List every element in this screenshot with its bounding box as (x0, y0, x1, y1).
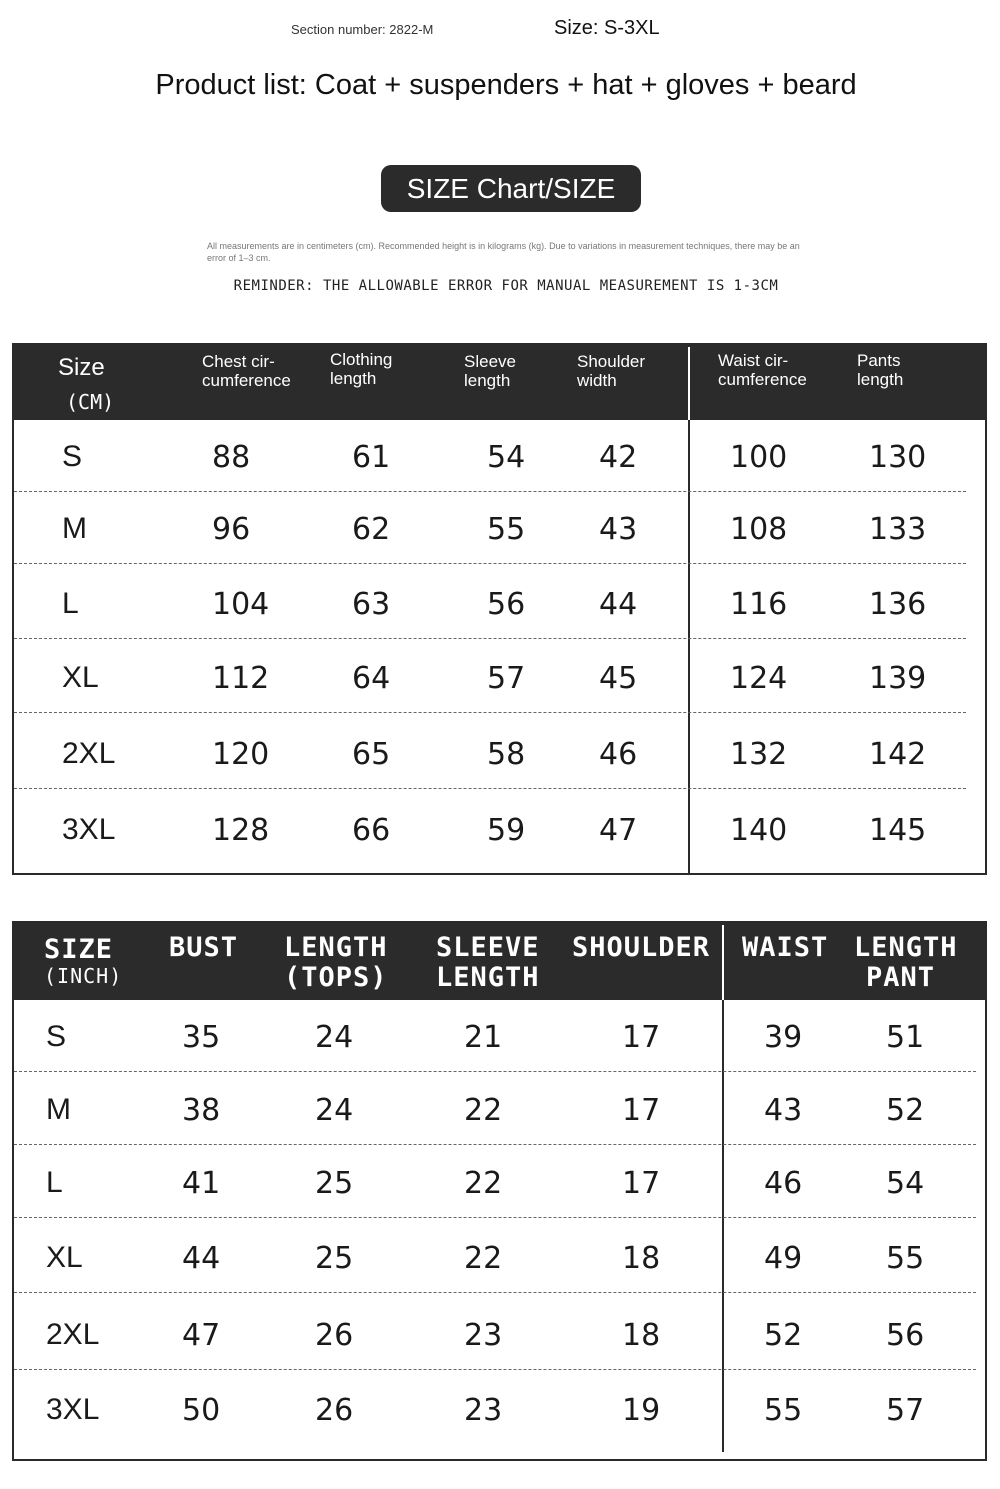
header-size: SIZE (INCH) (44, 934, 123, 988)
size-label-cell: XL (46, 1241, 83, 1274)
size-label-cell: M (62, 512, 87, 545)
measurement-cell: 96 (212, 512, 251, 547)
header-waist: WAIST (742, 932, 829, 963)
measurement-cell: 128 (212, 813, 270, 848)
measurement-cell: 23 (464, 1393, 503, 1428)
measurement-cell: 140 (730, 813, 788, 848)
table-header-inch (14, 923, 985, 1000)
measurement-cell: 66 (352, 813, 391, 848)
header-pants-length: Pants length (857, 351, 904, 389)
table-row (14, 1298, 985, 1373)
row-divider (14, 1071, 976, 1072)
measurement-cell: 55 (764, 1393, 803, 1428)
measurement-cell: 52 (764, 1318, 803, 1353)
table-row (14, 641, 985, 716)
measurement-cell: 17 (622, 1020, 661, 1055)
row-divider (14, 1217, 976, 1218)
measurement-cell: 124 (730, 661, 788, 696)
measurement-cell: 50 (182, 1393, 221, 1428)
measurement-cell: 22 (464, 1093, 503, 1128)
measurement-cell: 120 (212, 737, 270, 772)
size-range: Size: S-3XL (554, 17, 660, 39)
row-divider (14, 788, 966, 789)
table-row (14, 1373, 985, 1448)
header-bust: BUST (169, 932, 239, 963)
size-table-cm (12, 343, 987, 875)
table-header-cm (14, 345, 985, 420)
size-label-cell: M (46, 1093, 71, 1126)
measurement-cell: 21 (464, 1020, 503, 1055)
measurement-cell: 133 (869, 512, 927, 547)
header-chest: Chest cir- cumference (202, 352, 291, 390)
header-sleeve-length: Sleeve length (464, 352, 516, 390)
measurement-cell: 62 (352, 512, 391, 547)
measurement-cell: 26 (315, 1318, 354, 1353)
reminder-note: REMINDER: THE ALLOWABLE ERROR FOR MANUAL MEASUREMENT IS 1-3CM (233, 278, 779, 294)
measurement-cell: 19 (622, 1393, 661, 1428)
header-waist: Waist cir- cumference (718, 351, 807, 389)
measurement-cell: 65 (352, 737, 391, 772)
size-table-inch (12, 921, 987, 1461)
table-row (14, 1073, 985, 1148)
measurement-cell: 25 (315, 1241, 354, 1276)
table-row (14, 717, 985, 792)
measurement-cell: 35 (182, 1020, 221, 1055)
measurement-cell: 44 (599, 587, 638, 622)
measurement-cell: 56 (886, 1318, 925, 1353)
header-sleeve-length: SLEEVE LENGTH (436, 932, 540, 993)
measurement-cell: 132 (730, 737, 788, 772)
measurement-cell: 47 (599, 813, 638, 848)
measurement-cell: 54 (487, 440, 526, 475)
measurement-cell: 25 (315, 1166, 354, 1201)
measurement-cell: 112 (212, 661, 270, 696)
measurement-cell: 44 (182, 1241, 221, 1276)
size-label-cell: S (46, 1020, 67, 1053)
table-row (14, 1000, 985, 1075)
header-divider (722, 925, 724, 1000)
measurement-cell: 55 (886, 1241, 925, 1276)
table-row (14, 793, 985, 868)
measurement-cell: 45 (599, 661, 638, 696)
header-size: Size (58, 354, 105, 381)
measurement-note: All measurements are in centimeters (cm). Recommended height is in kilograms (kg). Due to variations in measurement techniques, there may be an error of 1–3 cm. (207, 241, 800, 263)
header-shoulder: SHOULDER (572, 932, 711, 963)
header-clothing-length: Clothing length (330, 350, 393, 388)
measurement-cell: 136 (869, 587, 927, 622)
table-row (14, 1221, 985, 1296)
measurement-cell: 23 (464, 1318, 503, 1353)
size-label-cell: L (62, 587, 79, 620)
row-divider (14, 1369, 976, 1370)
measurement-cell: 145 (869, 813, 927, 848)
measurement-cell: 39 (764, 1020, 803, 1055)
size-label-cell: 3XL (62, 813, 116, 846)
row-divider (14, 1144, 976, 1145)
table-row (14, 492, 985, 567)
measurement-cell: 130 (869, 440, 927, 475)
section-number: Section number: 2822-M (291, 22, 434, 37)
measurement-cell: 52 (886, 1093, 925, 1128)
measurement-cell: 63 (352, 587, 391, 622)
table-row (14, 420, 985, 495)
measurement-cell: 17 (622, 1093, 661, 1128)
table-row (14, 567, 985, 642)
measurement-cell: 42 (599, 440, 638, 475)
measurement-cell: 18 (622, 1318, 661, 1353)
measurement-cell: 108 (730, 512, 788, 547)
row-divider (14, 563, 966, 564)
size-label-cell: S (62, 440, 83, 473)
header-divider (688, 347, 690, 420)
measurement-cell: 59 (487, 813, 526, 848)
product-list: Product list: Coat + suspenders + hat + gloves + beard (155, 69, 857, 101)
measurement-cell: 56 (487, 587, 526, 622)
measurement-cell: 88 (212, 440, 251, 475)
measurement-cell: 51 (886, 1020, 925, 1055)
measurement-cell: 26 (315, 1393, 354, 1428)
measurement-cell: 64 (352, 661, 391, 696)
measurement-cell: 104 (212, 587, 270, 622)
measurement-cell: 100 (730, 440, 788, 475)
measurement-cell: 139 (869, 661, 927, 696)
measurement-cell: 54 (886, 1166, 925, 1201)
measurement-cell: 49 (764, 1241, 803, 1276)
size-chart-badge: SIZE Chart/SIZE (381, 165, 641, 212)
size-label-cell: XL (62, 661, 99, 694)
measurement-cell: 55 (487, 512, 526, 547)
measurement-cell: 61 (352, 440, 391, 475)
measurement-cell: 24 (315, 1020, 354, 1055)
measurement-cell: 57 (886, 1393, 925, 1428)
measurement-cell: 116 (730, 587, 788, 622)
measurement-cell: 17 (622, 1166, 661, 1201)
measurement-cell: 46 (764, 1166, 803, 1201)
measurement-cell: 18 (622, 1241, 661, 1276)
measurement-cell: 22 (464, 1241, 503, 1276)
header-length-pant: LENGTH PANT (854, 932, 958, 993)
measurement-cell: 58 (487, 737, 526, 772)
measurement-cell: 41 (182, 1166, 221, 1201)
measurement-cell: 24 (315, 1093, 354, 1128)
size-label-cell: 2XL (46, 1318, 100, 1351)
row-divider (14, 1292, 976, 1293)
measurement-cell: 57 (487, 661, 526, 696)
measurement-cell: 22 (464, 1166, 503, 1201)
measurement-cell: 46 (599, 737, 638, 772)
measurement-cell: 47 (182, 1318, 221, 1353)
header-unit-cm: (CM) (66, 390, 115, 414)
table-row (14, 1146, 985, 1221)
row-divider (14, 638, 966, 639)
measurement-cell: 43 (599, 512, 638, 547)
measurement-cell: 142 (869, 737, 927, 772)
header-length-tops: LENGTH (TOPS) (284, 932, 388, 993)
measurement-cell: 38 (182, 1093, 221, 1128)
size-label-cell: L (46, 1166, 63, 1199)
header-shoulder-width: Shoulder width (577, 352, 646, 390)
size-label-cell: 2XL (62, 737, 116, 770)
row-divider (14, 712, 966, 713)
measurement-cell: 43 (764, 1093, 803, 1128)
size-label-cell: 3XL (46, 1393, 100, 1426)
